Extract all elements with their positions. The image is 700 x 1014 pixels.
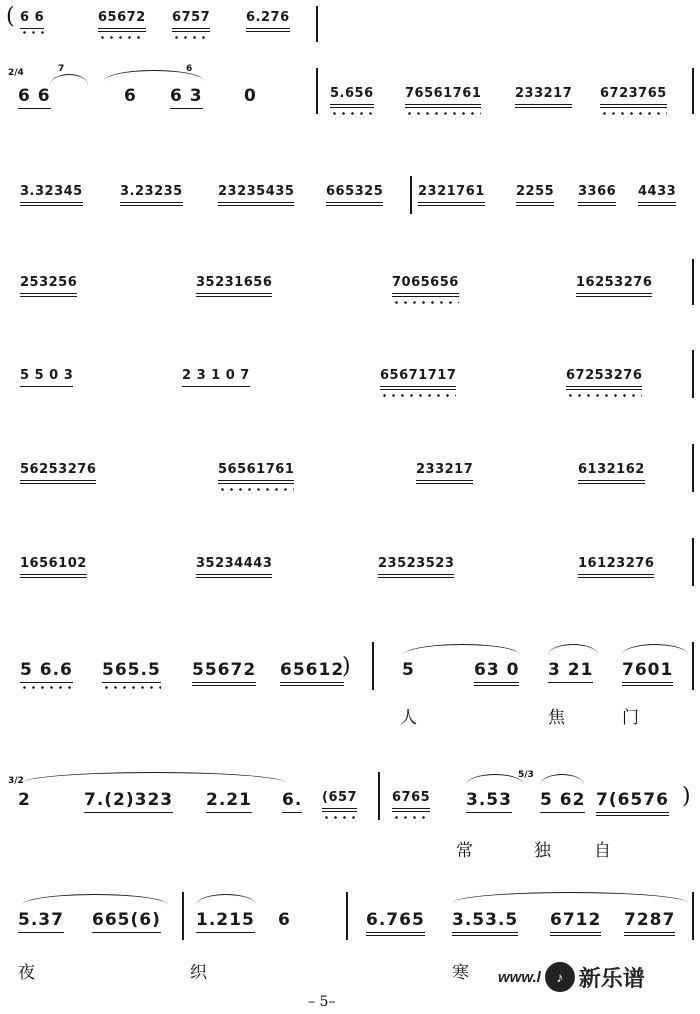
note-group: 665325 bbox=[326, 184, 383, 199]
note-group: 1.215 bbox=[196, 910, 255, 930]
slur bbox=[466, 774, 524, 785]
lyric: 独 bbox=[534, 841, 551, 861]
note-group: 6. bbox=[282, 790, 302, 810]
bar-line bbox=[692, 350, 694, 398]
grace-mark: 3/2 bbox=[8, 776, 24, 786]
slur bbox=[196, 894, 256, 905]
slur bbox=[22, 894, 168, 905]
watermark bbox=[498, 957, 645, 997]
note-group: 253256 bbox=[20, 275, 77, 290]
note-group: 76561761 bbox=[405, 86, 481, 101]
watermark-name: 新乐谱 bbox=[578, 966, 645, 992]
note-group: 5.37 bbox=[18, 910, 64, 930]
note-group: 56253276 bbox=[20, 462, 96, 477]
note-group: 7(6576 bbox=[596, 790, 669, 810]
lyric: 门 bbox=[622, 708, 639, 728]
bar-line bbox=[410, 176, 412, 214]
score-row-8 bbox=[0, 654, 700, 720]
score-row-7 bbox=[0, 556, 700, 616]
slur bbox=[452, 892, 688, 903]
note-group: 3.23235 bbox=[120, 184, 183, 199]
note-group: 4433 bbox=[638, 184, 676, 199]
note-group: 233217 bbox=[515, 86, 572, 101]
note-group: 3.32345 bbox=[20, 184, 83, 199]
close-paren: ) bbox=[682, 784, 691, 809]
note-group: 65672 bbox=[98, 10, 146, 25]
lyric: 常 bbox=[456, 841, 473, 861]
note-group: 3.53.5 bbox=[452, 910, 518, 930]
bar-line bbox=[692, 259, 694, 305]
slur bbox=[540, 774, 584, 785]
note-group: 65612 bbox=[280, 660, 344, 680]
lyric: 人 bbox=[400, 708, 417, 728]
note-group: 3.53 bbox=[466, 790, 512, 810]
score-row-5 bbox=[0, 368, 700, 428]
bar-line bbox=[692, 892, 694, 940]
note-group: 6132162 bbox=[578, 462, 645, 477]
music-note-icon: ♪ bbox=[545, 962, 575, 992]
note-group: 65671717 bbox=[380, 368, 456, 383]
grace-mark: 5/3 bbox=[518, 770, 534, 780]
note-group: 5 62 bbox=[540, 790, 585, 810]
rest: 0 bbox=[244, 86, 257, 106]
note-group: 7601 bbox=[622, 660, 673, 680]
note-group: 55672 bbox=[192, 660, 256, 680]
close-paren: ) bbox=[342, 654, 351, 679]
lyric: 自 bbox=[594, 841, 611, 861]
note-group: 665(6) bbox=[92, 910, 161, 930]
note-group: 233217 bbox=[416, 462, 473, 477]
note-group: 7065656 bbox=[392, 275, 459, 290]
bar-line bbox=[692, 538, 694, 586]
note-group: 565.5 bbox=[102, 660, 161, 680]
grace-mark: 7 bbox=[58, 64, 65, 74]
note-group: 6757 bbox=[172, 10, 210, 25]
note-group: 6.765 bbox=[366, 910, 425, 930]
note-group: 35231656 bbox=[196, 275, 272, 290]
note-group: 16123276 bbox=[578, 556, 654, 571]
watermark-url: www.l bbox=[498, 968, 541, 986]
slur bbox=[404, 644, 520, 655]
note-group: 2 3 1 0 7 bbox=[182, 368, 250, 383]
note-group: 7.(2)323 bbox=[84, 790, 173, 810]
lyric: 夜 bbox=[18, 963, 35, 983]
note-group: 2255 bbox=[516, 184, 554, 199]
note: 6 bbox=[278, 910, 291, 930]
bar-line bbox=[692, 642, 694, 690]
note-group: 6765 bbox=[392, 790, 430, 805]
bar-line bbox=[692, 68, 694, 114]
note-group: 6 6 bbox=[20, 10, 44, 25]
note-group: 1656102 bbox=[20, 556, 87, 571]
score-row-3 bbox=[0, 184, 700, 244]
note: 2 bbox=[18, 790, 31, 810]
lyric: 寒 bbox=[452, 963, 469, 983]
page-number: – 5– bbox=[308, 994, 336, 1010]
score-row-2 bbox=[0, 64, 700, 146]
slur bbox=[50, 74, 88, 85]
note-group: 3 21 bbox=[548, 660, 593, 680]
note: 6 bbox=[124, 86, 137, 106]
note-group: 7287 bbox=[624, 910, 675, 930]
bar-line bbox=[182, 892, 184, 940]
grace-mark: 2/4 bbox=[8, 68, 24, 78]
note-group: 3366 bbox=[578, 184, 616, 199]
note-group: 5 6.6 bbox=[20, 660, 73, 680]
bar-line bbox=[372, 642, 374, 690]
slur bbox=[22, 772, 286, 783]
bar-line bbox=[378, 772, 380, 820]
note-group: 16253276 bbox=[576, 275, 652, 290]
score-row-1 bbox=[0, 4, 700, 70]
note-group: (657 bbox=[322, 790, 357, 805]
slur bbox=[548, 644, 598, 655]
note-group: 2321761 bbox=[418, 184, 485, 199]
note-group: 6 6 bbox=[18, 86, 51, 106]
note-group: 56561761 bbox=[218, 462, 294, 477]
lyric: 织 bbox=[190, 963, 207, 983]
note-group: 6 3 bbox=[170, 86, 203, 106]
note-group: 67253276 bbox=[566, 368, 642, 383]
slur bbox=[622, 644, 688, 655]
note-group: 23235435 bbox=[218, 184, 294, 199]
note: 5 bbox=[402, 660, 415, 680]
bar-line bbox=[316, 6, 318, 42]
grace-mark: 6 bbox=[186, 64, 193, 74]
note-group: 63 0 bbox=[474, 660, 519, 680]
note-group: 23523523 bbox=[378, 556, 454, 571]
bar-line bbox=[692, 444, 694, 492]
note-group: 6.276 bbox=[246, 10, 290, 25]
note-group: 5.656 bbox=[330, 86, 374, 101]
score-row-6 bbox=[0, 462, 700, 522]
note-group: 6712 bbox=[550, 910, 601, 930]
score-row-4 bbox=[0, 275, 700, 335]
open-paren: ( bbox=[6, 4, 15, 29]
note-group: 2.21 bbox=[206, 790, 252, 810]
note-group: 35234443 bbox=[196, 556, 272, 571]
bar-line bbox=[346, 892, 348, 940]
note-group: 6723765 bbox=[600, 86, 667, 101]
bar-line bbox=[316, 68, 318, 114]
lyric: 焦 bbox=[548, 708, 565, 728]
note-group: 5 5 0 3 bbox=[20, 368, 73, 383]
